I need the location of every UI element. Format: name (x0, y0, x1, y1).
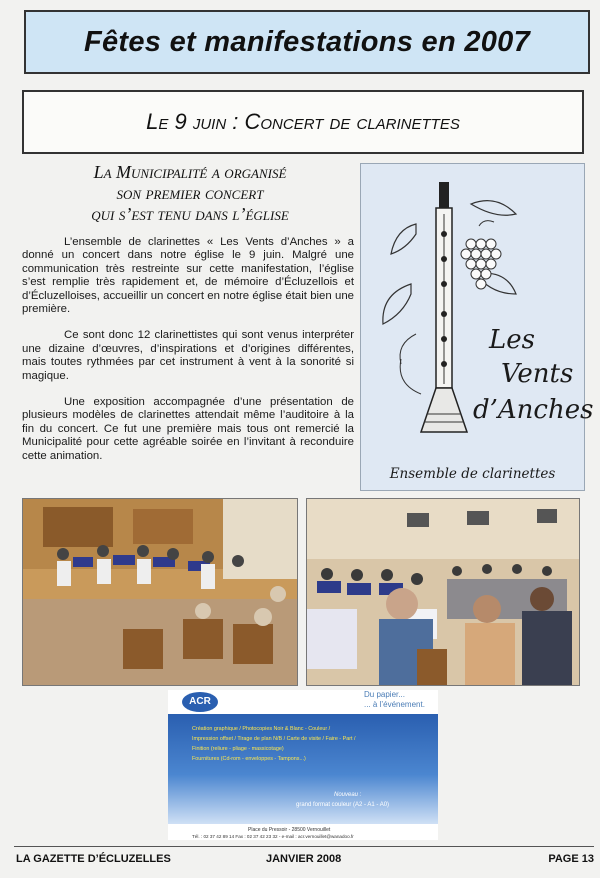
article-subtitle (30, 162, 350, 225)
footer-publication: LA GAZETTE D’ÉCLUZELLES (16, 853, 171, 865)
ad-service-line-2: Impression offset / Tirage de plan N/B / Carte de visite / Faire - Part / (192, 736, 356, 742)
subtitle-line-1: La Municipalité a organisé (93, 162, 287, 182)
concert-photo-right (306, 498, 580, 686)
paragraph-2: Ce sont donc 12 clarinettistes qui sont venus interpréter une dizaine d’œuvres, d’inspirations et d’origines différentes, mais toutes rythmées par cet instrument à vent à la sonorité si magique. (22, 329, 354, 382)
header-banner (24, 10, 590, 74)
logo-name-line-2: Vents (501, 359, 574, 389)
ad-service-line-4: Fournitures (Cd-rom - enveloppes - Tampons...) (192, 756, 306, 762)
section-title: Le 9 juin : Concert de clarinettes (146, 109, 460, 134)
page-footer (14, 846, 594, 870)
concert-photo-left (22, 498, 298, 686)
ad-service-line-1: Création graphique / Photocopies Noir & Blanc - Couleur / (192, 726, 331, 732)
ad-banner (168, 714, 438, 824)
ad-address: Place du Pressoir - 28500 Vernouillet (248, 827, 331, 833)
acr-logo: ACR (182, 692, 218, 712)
clarinet-grape-illustration (361, 164, 586, 492)
footer-date: JANVIER 2008 (266, 853, 342, 865)
ad-contact: Tél. : 02 37 42 89 14 Fax : 02 37 42 23 32 - e-mail : acr.vernouillet@wanadoo.fr (192, 834, 354, 839)
section-banner (22, 90, 584, 154)
ad-format: grand format couleur (A2 - A1 - A0) (296, 802, 390, 808)
logo-caption: Ensemble de clarinettes (389, 466, 556, 482)
ad-tagline-1: Du papier... (364, 690, 405, 699)
ad-service-line-3: Finition (reliure - pliage - massicotage) (192, 746, 284, 752)
paragraph-3: Une exposition accompagnée d’une présentation de plusieurs modèles de clarinettes attendait même l’auditoire à la fin du concert. Ce fut une première mais tous ont remercié la Municipalité pour cette agréable soirée en l’invitant à reconduire cette animation. (22, 396, 354, 462)
subtitle-line-3: qui s’est tenu dans l’église (91, 204, 289, 224)
ad-tagline-2: ... à l’événement. (364, 700, 425, 709)
logo-name-line-1: Les (489, 325, 535, 355)
footer-page-number: PAGE 13 (548, 853, 594, 865)
paragraph-1: L’ensemble de clarinettes « Les Vents d’Anches » a donné un concert dans notre église le 9 juin. Malgré une communication très restreinte sur cette manifestation, l’église s’est remplie très rapidement et, de mémoire d’Écluzellois et d’Écluzelloises, accueillir un concert en notre église était bien une première. (22, 236, 354, 316)
ad-nouveau: Nouveau : (334, 792, 362, 798)
subtitle-line-2: son premier concert (116, 183, 264, 203)
logo-name-line-3: d’Anches (473, 395, 594, 425)
acr-advertisement (168, 690, 438, 840)
page-title: Fêtes et manifestations en 2007 (83, 25, 531, 58)
article-body (22, 236, 354, 476)
ensemble-logo (360, 163, 594, 491)
